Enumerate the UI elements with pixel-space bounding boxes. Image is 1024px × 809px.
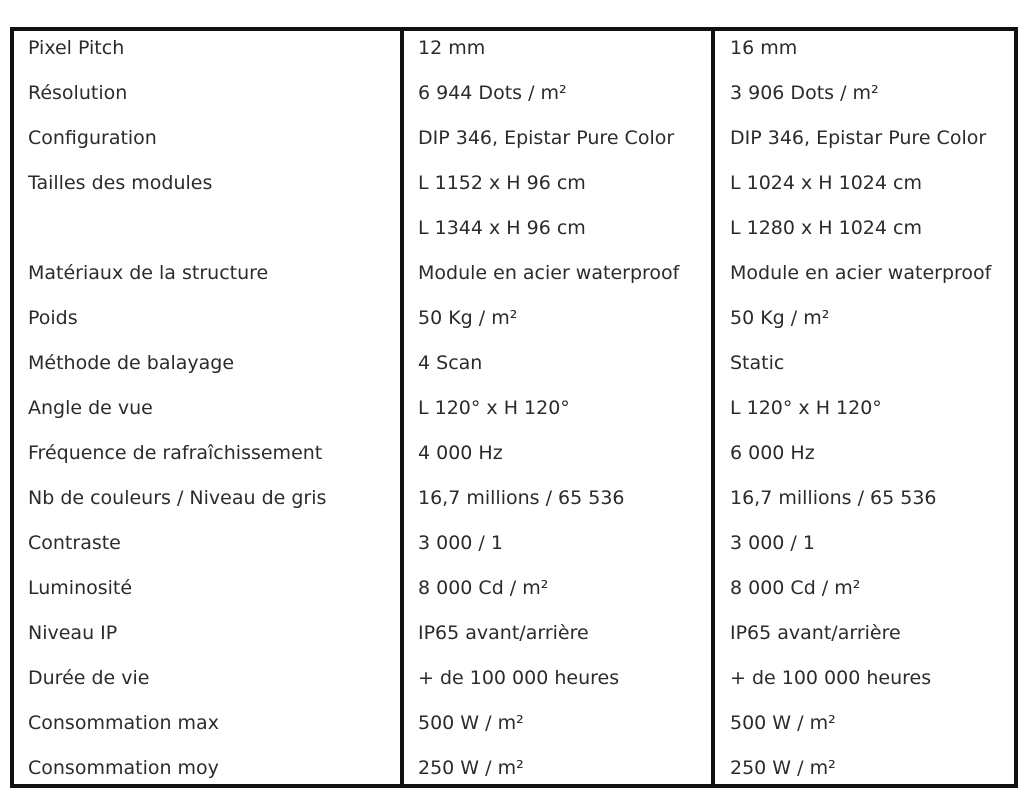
table-row xyxy=(14,301,1014,346)
table-rows xyxy=(14,31,1014,796)
value-12mm: L 1344 x H 96 cm xyxy=(418,217,586,239)
row-label: Pixel Pitch xyxy=(28,37,125,59)
table-row xyxy=(14,166,1014,211)
table-row xyxy=(14,526,1014,571)
value-12mm: L 1152 x H 96 cm xyxy=(418,172,586,194)
value-12mm: 12 mm xyxy=(418,37,486,59)
table-row xyxy=(14,256,1014,301)
table-row xyxy=(14,346,1014,391)
value-12mm: 500 W / m² xyxy=(418,712,524,734)
table-row xyxy=(14,391,1014,436)
row-label xyxy=(28,211,396,256)
row-label: Nb de couleurs / Niveau de gris xyxy=(28,487,327,509)
row-label: Poids xyxy=(28,307,78,329)
row-label: Résolution xyxy=(28,82,128,104)
table-row xyxy=(14,76,1014,121)
row-label: Configuration xyxy=(28,127,157,149)
value-16mm: 250 W / m² xyxy=(730,757,836,779)
value-12mm: 3 000 / 1 xyxy=(418,532,503,554)
value-16mm: 16 mm xyxy=(730,37,798,59)
value-12mm: 16,7 millions / 65 536 xyxy=(418,487,625,509)
table-row xyxy=(14,121,1014,166)
value-16mm: 500 W / m² xyxy=(730,712,836,734)
value-16mm: 3 000 / 1 xyxy=(730,532,815,554)
row-label: Consommation max xyxy=(28,712,219,734)
value-16mm: 50 Kg / m² xyxy=(730,307,830,329)
value-12mm: 6 944 Dots / m² xyxy=(418,82,567,104)
row-label: Angle de vue xyxy=(28,397,153,419)
table-row xyxy=(14,661,1014,706)
row-label: Durée de vie xyxy=(28,667,150,689)
value-16mm: L 1024 x H 1024 cm xyxy=(730,172,922,194)
table-row xyxy=(14,616,1014,661)
value-16mm: Static xyxy=(730,352,785,374)
value-12mm: IP65 avant/arrière xyxy=(418,622,589,644)
row-label: Tailles des modules xyxy=(28,172,213,194)
value-16mm: 6 000 Hz xyxy=(730,442,815,464)
value-16mm: + de 100 000 heures xyxy=(730,667,932,689)
row-label: Matériaux de la structure xyxy=(28,262,269,284)
row-label: Niveau IP xyxy=(28,622,118,644)
value-16mm: 3 906 Dots / m² xyxy=(730,82,879,104)
value-16mm: Module en acier waterproof xyxy=(730,262,992,284)
table-row xyxy=(14,571,1014,616)
value-12mm: 250 W / m² xyxy=(418,757,524,779)
table-row xyxy=(14,436,1014,481)
row-label: Méthode de balayage xyxy=(28,352,235,374)
value-12mm: L 120° x H 120° xyxy=(418,397,570,419)
value-12mm: 4 Scan xyxy=(418,352,483,374)
row-label: Fréquence de rafraîchissement xyxy=(28,442,323,464)
spec-table xyxy=(10,27,1018,788)
row-label: Consommation moy xyxy=(28,757,219,779)
value-12mm: 4 000 Hz xyxy=(418,442,503,464)
value-12mm: + de 100 000 heures xyxy=(418,667,620,689)
value-12mm: DIP 346, Epistar Pure Color xyxy=(418,127,675,149)
value-16mm: 16,7 millions / 65 536 xyxy=(730,487,937,509)
row-label: Luminosité xyxy=(28,577,133,599)
value-16mm: L 1280 x H 1024 cm xyxy=(730,217,922,239)
table-row xyxy=(14,706,1014,751)
value-16mm: IP65 avant/arrière xyxy=(730,622,901,644)
value-16mm: DIP 346, Epistar Pure Color xyxy=(730,127,987,149)
value-12mm: 8 000 Cd / m² xyxy=(418,577,549,599)
value-12mm: Module en acier waterproof xyxy=(418,262,680,284)
value-12mm: 50 Kg / m² xyxy=(418,307,518,329)
table-row xyxy=(14,481,1014,526)
row-label: Contraste xyxy=(28,532,121,554)
table-row xyxy=(14,31,1014,76)
value-16mm: L 120° x H 120° xyxy=(730,397,882,419)
value-16mm: 8 000 Cd / m² xyxy=(730,577,861,599)
table-row xyxy=(14,751,1014,796)
table-row xyxy=(14,211,1014,256)
